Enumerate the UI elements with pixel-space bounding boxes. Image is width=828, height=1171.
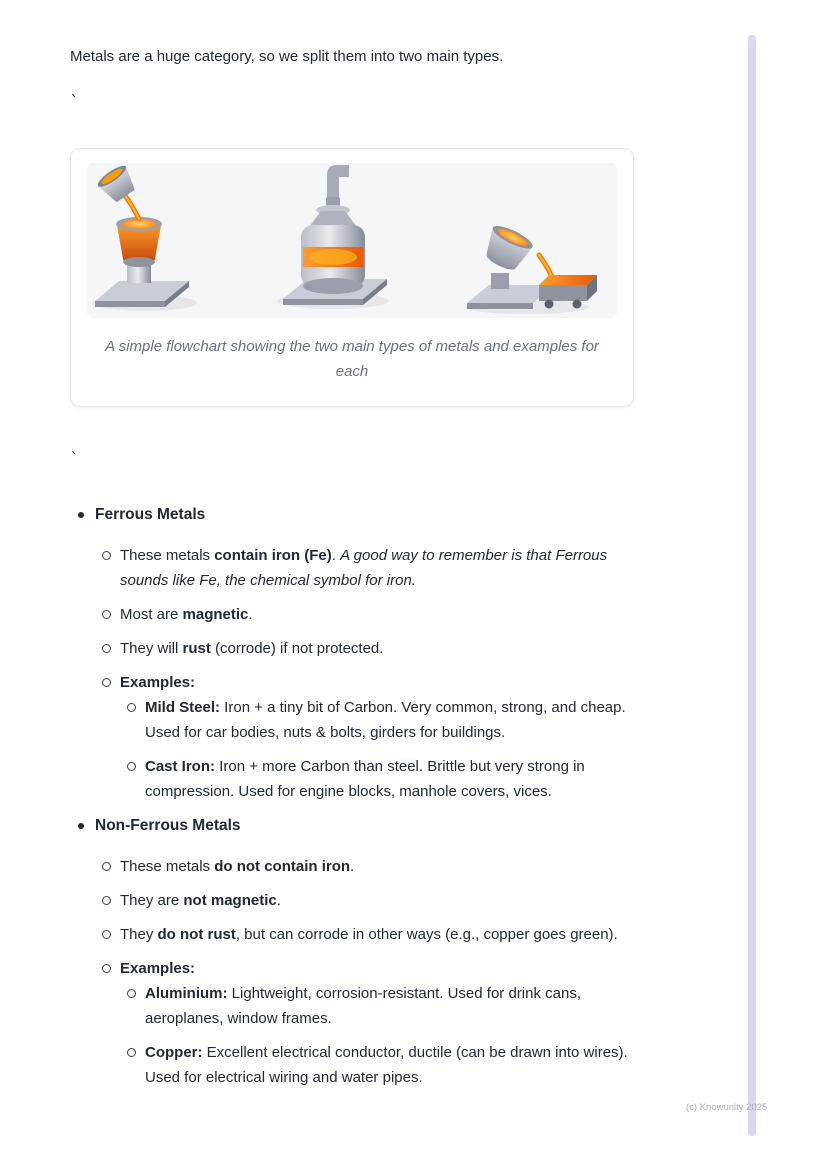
tilting-ladle-illustration: [465, 222, 597, 314]
section-title: Ferrous Metals: [70, 502, 634, 527]
figure-caption: A simple flowchart showing the two main types of metals and examples for each: [105, 338, 599, 380]
list-item: Most are magnetic.: [95, 602, 634, 627]
figure-card: [70, 148, 634, 407]
watermark: (c) Knowunity 2025: [686, 1102, 768, 1113]
examples-label: Examples:: [95, 956, 634, 981]
furnace-press-illustration: [277, 165, 389, 309]
list-item: They are not magnetic.: [95, 888, 634, 913]
metal-casting-illustration: [87, 163, 617, 318]
right-accent-bar: [748, 35, 756, 1136]
section-non-ferrous-metals: [70, 813, 634, 1090]
list-item: They will rust (corrode) if not protected.: [95, 636, 634, 661]
document-content: [70, 44, 634, 1099]
metal-types-list: [70, 502, 634, 1090]
section-ferrous-metals: [70, 502, 634, 804]
pouring-ladle-illustration: [93, 163, 197, 311]
example-item: Cast Iron: Iron + more Carbon than steel. Brittle but very strong in compression. Used for engine blocks, manhole covers, vices.: [120, 754, 634, 804]
section-title: Non-Ferrous Metals: [70, 813, 634, 838]
figure-image: [87, 163, 617, 318]
examples-label: Examples:: [95, 670, 634, 695]
intro-paragraph: Metals are a huge category, so we split them into two main types.: [70, 48, 504, 65]
stray-backtick-bottom: `: [70, 451, 79, 467]
list-item: These metals do not contain iron.: [95, 854, 634, 879]
example-item: Aluminium: Lightweight, corrosion-resistant. Used for drink cans, aeroplanes, window frames.: [120, 981, 634, 1031]
example-item: Mild Steel: Iron + a tiny bit of Carbon. Very common, strong, and cheap. Used for car bodies, nuts & bolts, girders for buildings.: [120, 695, 634, 745]
list-item: They do not rust, but can corrode in other ways (e.g., copper goes green).: [95, 922, 634, 947]
stray-backtick-top: `: [70, 94, 79, 110]
list-item: These metals contain iron (Fe). A good way to remember is that Ferrous sounds like Fe, the chemical symbol for iron.: [95, 543, 634, 593]
example-item: Copper: Excellent electrical conductor, ductile (can be drawn into wires). Used for electrical wiring and water pipes.: [120, 1040, 634, 1090]
